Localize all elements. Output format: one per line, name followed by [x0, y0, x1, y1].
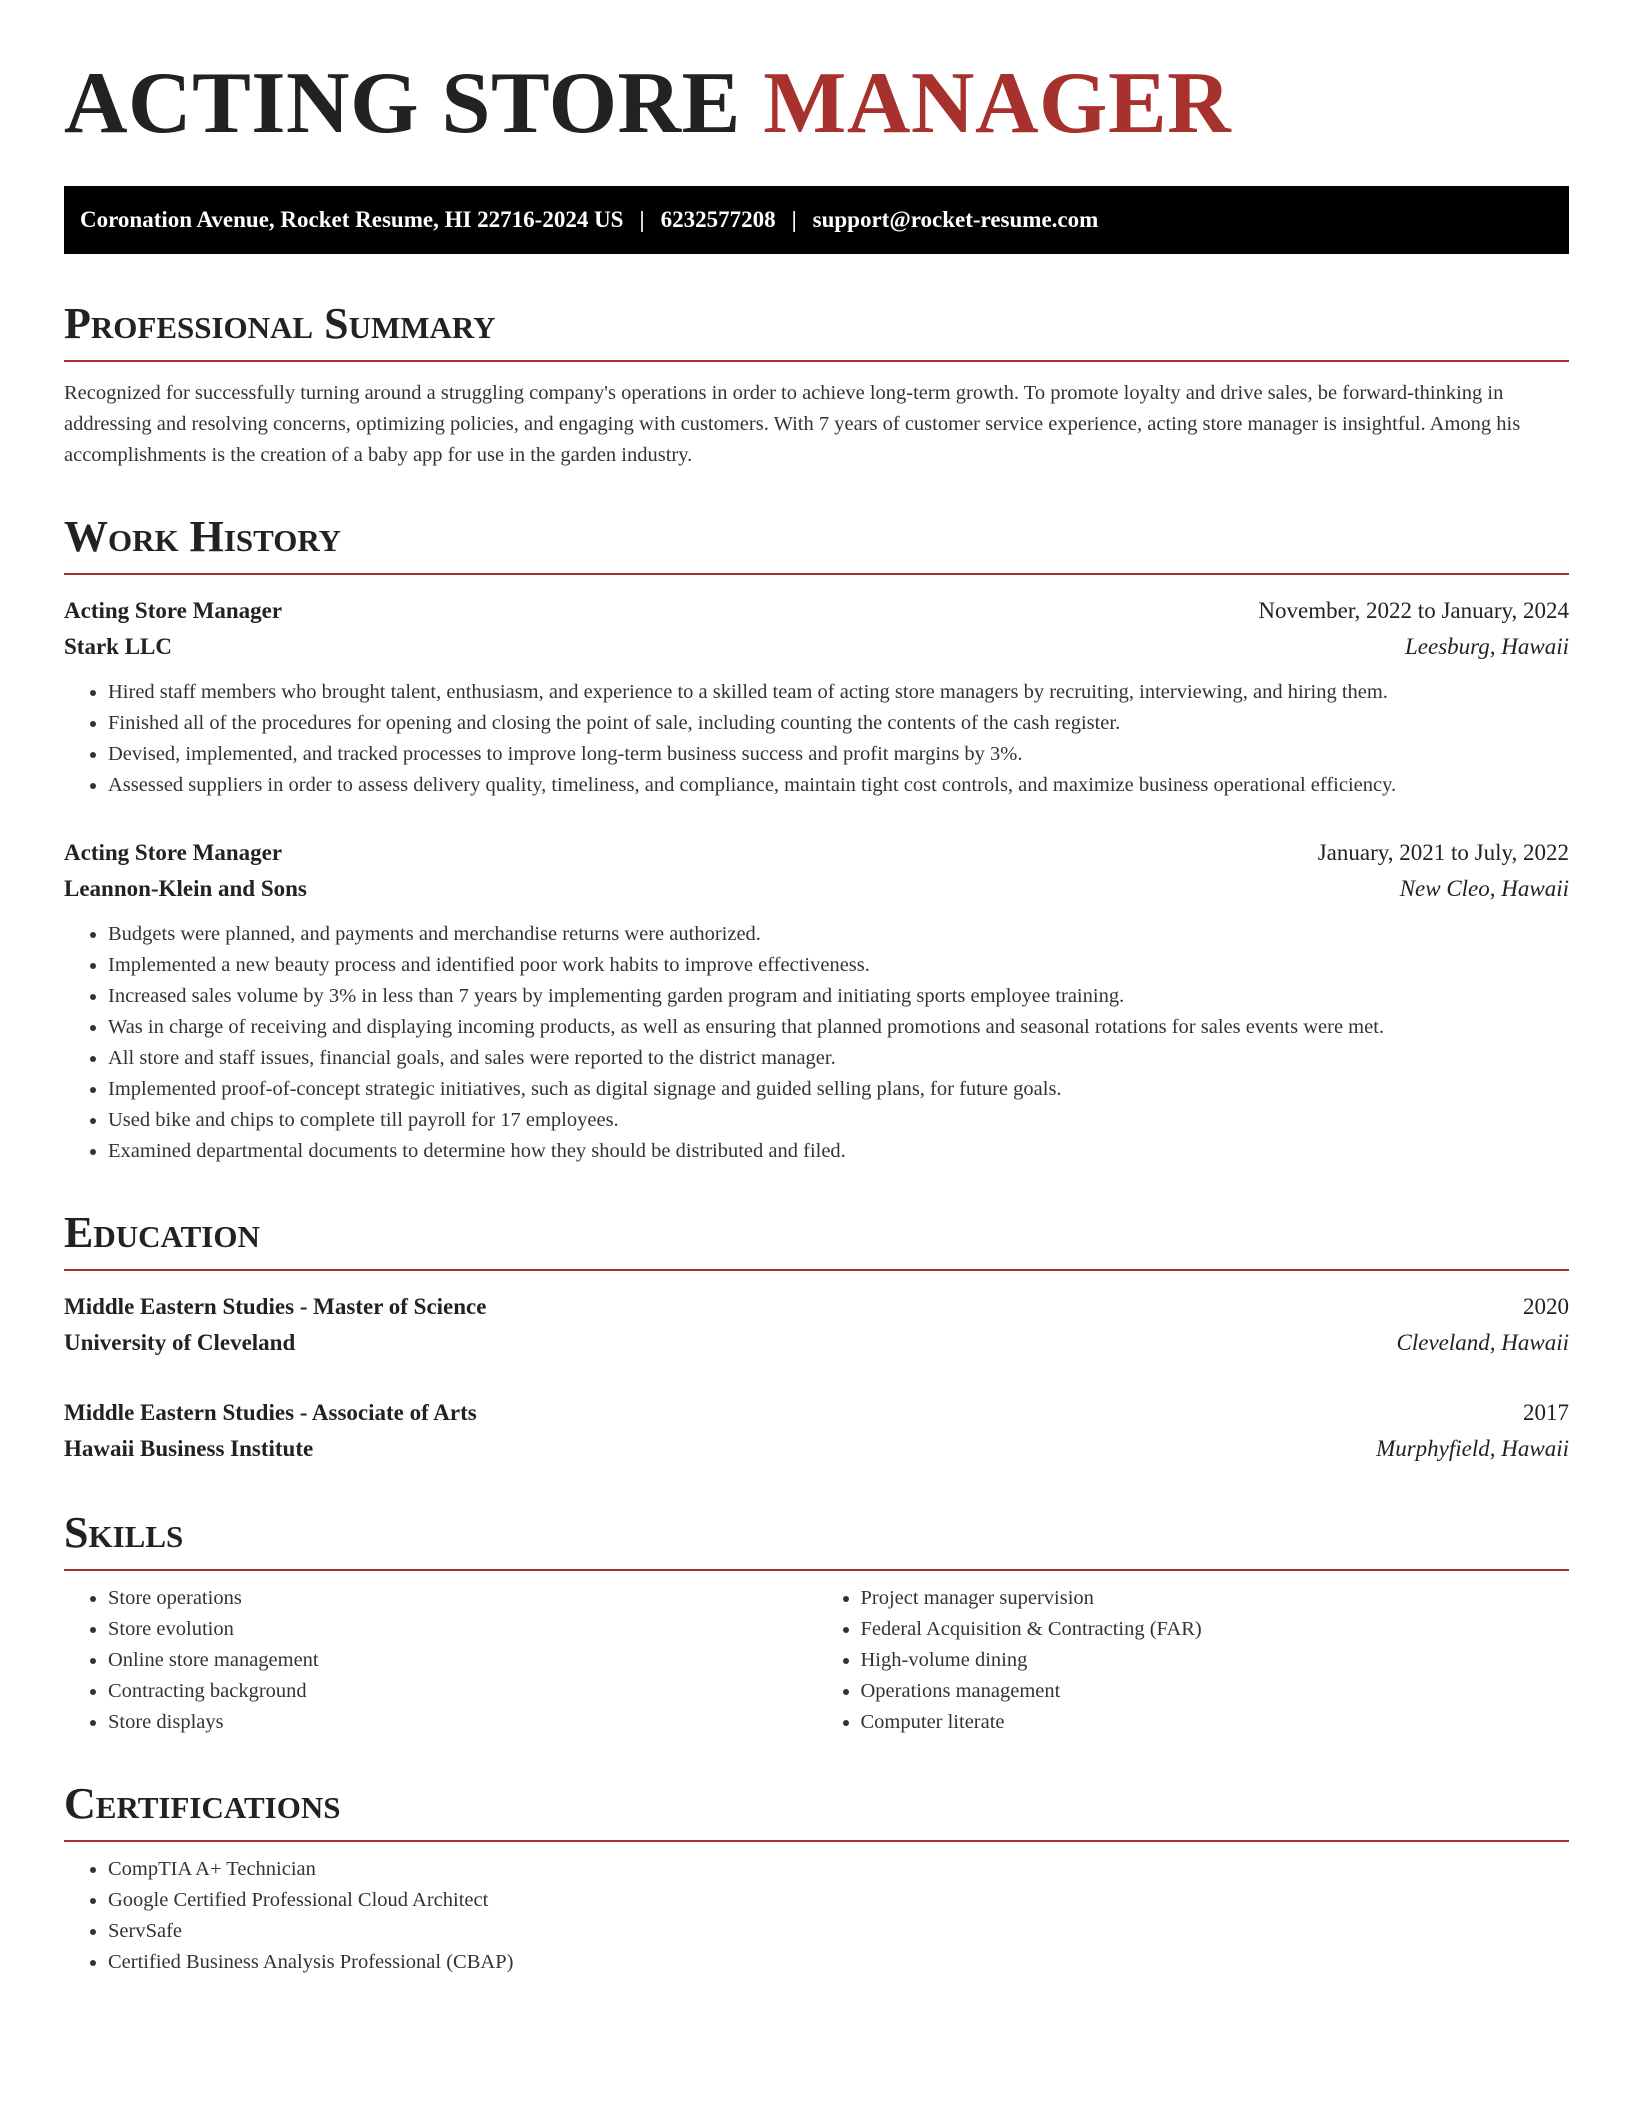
job-entry [64, 835, 1569, 1167]
skill-item: • Store operations [108, 1583, 817, 1614]
skills-heading: Skills [64, 1507, 1569, 1571]
job-bullet: • Implemented a new beauty process and identified poor work habits to improve effectiveness. [108, 950, 1569, 981]
job-title: Acting Store Manager [64, 598, 283, 623]
job-company-row [64, 871, 1569, 907]
education-entry [64, 1289, 1569, 1361]
job-company: Stark LLC [64, 634, 172, 659]
skill-item: • Federal Acquisition & Contracting (FAR) [861, 1614, 1570, 1645]
education-degree-row [64, 1395, 1569, 1431]
certifications-section [64, 1778, 1569, 1978]
job-bullet: • Increased sales volume by 3% in less than 7 years by implementing garden program and initiating sports employee training. [108, 981, 1569, 1012]
job-bullet: • All store and staff issues, financial goals, and sales were reported to the district manager. [108, 1043, 1569, 1074]
education-location: Murphyfield, Hawaii [1376, 1436, 1569, 1461]
job-company: Leannon-Klein and Sons [64, 876, 307, 901]
skills-list-right [817, 1583, 1570, 1738]
job-entry [64, 593, 1569, 801]
skill-item: • Online store management [108, 1645, 817, 1676]
job-title: Acting Store Manager [64, 840, 283, 865]
job-bullet: • Finished all of the procedures for opening and closing the point of sale, including counting the contents of the cash register. [108, 708, 1569, 739]
education-school-row [64, 1325, 1569, 1361]
certifications-list [64, 1854, 1569, 1978]
skills-section [64, 1507, 1569, 1738]
title-accent: MANAGER [763, 55, 1232, 152]
contact-email: support@rocket-resume.com [812, 207, 1099, 232]
summary-section [64, 298, 1569, 471]
education-degree-row [64, 1289, 1569, 1325]
job-bullet: • Assessed suppliers in order to assess delivery quality, timeliness, and compliance, maintain tight cost controls, and maximize business operational efficiency. [108, 770, 1569, 801]
education-entry [64, 1395, 1569, 1467]
contact-separator: | [639, 207, 645, 232]
certification-item: • CompTIA A+ Technician [108, 1854, 1569, 1885]
contact-phone: 6232577208 [660, 207, 776, 232]
job-title-row [64, 835, 1569, 871]
job-company-row [64, 629, 1569, 665]
job-bullet: • Budgets were planned, and payments and merchandise returns were authorized. [108, 919, 1569, 950]
skills-grid [64, 1583, 1569, 1738]
education-degree: Middle Eastern Studies - Associate of Arts [64, 1400, 477, 1425]
job-bullet: • Devised, implemented, and tracked processes to improve long-term business success and profit margins by 3%. [108, 739, 1569, 770]
job-bullet: • Was in charge of receiving and displaying incoming products, as well as ensuring that planned promotions and seasonal rotations for sales events were met. [108, 1012, 1569, 1043]
contact-bar [64, 186, 1569, 254]
education-degree: Middle Eastern Studies - Master of Science [64, 1294, 487, 1319]
skill-item: • Operations management [861, 1676, 1570, 1707]
job-dates: November, 2022 to January, 2024 [1258, 598, 1569, 623]
job-bullet: • Examined departmental documents to determine how they should be distributed and filed. [108, 1136, 1569, 1167]
job-bullet: • Used bike and chips to complete till payroll for 17 employees. [108, 1105, 1569, 1136]
summary-text: Recognized for successfully turning around a struggling company's operations in order to achieve long-term growth. To promote loyalty and drive sales, be forward-thinking in addressing and resolving concerns, optimizing policies, and engaging with customers. With 7 years of customer service experience, acting store manager is insightful. Among his accomplishments is the creation of a baby app for use in the garden industry. [64, 382, 1521, 466]
certifications-heading: Certifications [64, 1778, 1569, 1842]
education-section [64, 1207, 1569, 1467]
contact-separator: | [791, 207, 797, 232]
job-bullet: • Hired staff members who brought talent, enthusiasm, and experience to a skilled team of acting store managers by recruiting, interviewing, and hiring them. [108, 677, 1569, 708]
education-heading: Education [64, 1207, 1569, 1271]
work-history-section [64, 511, 1569, 1167]
skill-item: • High-volume dining [861, 1645, 1570, 1676]
certification-item: • Certified Business Analysis Professional (CBAP) [108, 1947, 1569, 1978]
title-main: ACTING STORE [64, 55, 741, 152]
education-school-row [64, 1431, 1569, 1467]
education-year: 2020 [1523, 1294, 1569, 1319]
job-bullets [64, 919, 1569, 1167]
education-year: 2017 [1523, 1400, 1569, 1425]
job-location: New Cleo, Hawaii [1399, 876, 1569, 901]
skill-item: • Project manager supervision [861, 1583, 1570, 1614]
education-location: Cleveland, Hawaii [1396, 1330, 1569, 1355]
job-title-row [64, 593, 1569, 629]
resume-title [64, 56, 1569, 152]
skill-item: • Contracting background [108, 1676, 817, 1707]
skill-item: • Computer literate [861, 1707, 1570, 1738]
work-history-heading: Work History [64, 511, 1569, 575]
job-bullets [64, 677, 1569, 801]
job-bullet: • Implemented proof-of-concept strategic initiatives, such as digital signage and guided selling plans, for future goals. [108, 1074, 1569, 1105]
education-school: Hawaii Business Institute [64, 1436, 314, 1461]
skill-item: • Store displays [108, 1707, 817, 1738]
job-dates: January, 2021 to July, 2022 [1317, 840, 1569, 865]
job-location: Leesburg, Hawaii [1405, 634, 1569, 659]
skills-list-left [64, 1583, 817, 1738]
education-school: University of Cleveland [64, 1330, 296, 1355]
contact-address: Coronation Avenue, Rocket Resume, HI 22716-2024 US [80, 207, 624, 232]
skill-item: • Store evolution [108, 1614, 817, 1645]
summary-heading: Professional Summary [64, 298, 1569, 362]
certification-item: • ServSafe [108, 1916, 1569, 1947]
certification-item: • Google Certified Professional Cloud Architect [108, 1885, 1569, 1916]
